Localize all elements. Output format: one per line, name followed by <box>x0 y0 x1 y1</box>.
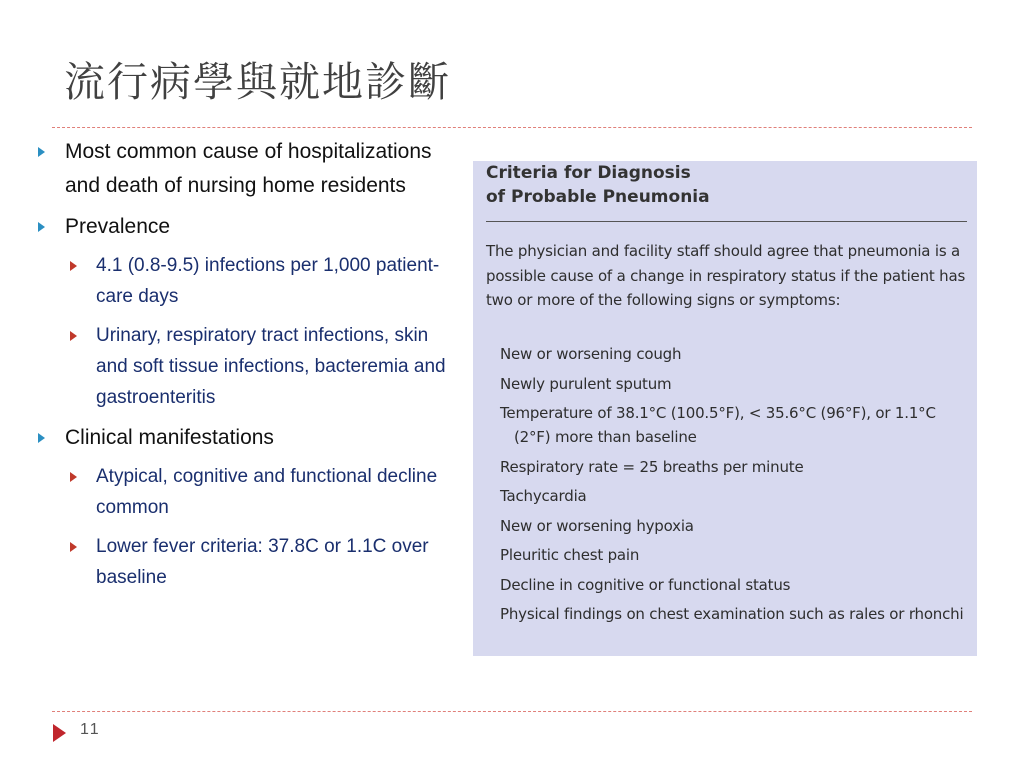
sub-bullet-arrow-icon <box>70 261 77 271</box>
slide-title: 流行病學與就地診斷 <box>64 58 451 106</box>
criteria-item: Temperature of 38.1°C (100.5°F), < 35.6°C (96°F), or 1.1°C (2°F) more than baseline <box>500 404 936 446</box>
sub-bullet-arrow-icon <box>70 542 77 552</box>
criteria-item: Respiratory rate = 25 breaths per minute <box>500 457 804 476</box>
bullet-item <box>36 210 456 413</box>
panel-intro: The physician and facility staff should agree that pneumonia is a possible cause of a change in respiratory status if the patient has two or more of the following signs or symptoms: <box>486 242 966 309</box>
sub-bullet-item <box>65 461 456 523</box>
criteria-item: Decline in cognitive or functional status <box>500 575 791 594</box>
panel-divider <box>486 221 967 222</box>
criteria-list <box>500 342 970 632</box>
panel-title <box>486 161 710 209</box>
sub-bullet-item <box>65 531 456 593</box>
criteria-item: New or worsening cough <box>500 345 682 363</box>
criteria-item: New or worsening hypoxia <box>500 516 694 535</box>
sub-bullet-text: Urinary, respiratory tract infections, skin and soft tissue infections, bacteremia and gastroenteritis <box>96 325 446 408</box>
criteria-item: Newly purulent sputum <box>500 374 672 393</box>
sub-bullet-list <box>65 461 456 593</box>
bullet-text: Clinical manifestations <box>65 426 274 449</box>
criteria-item: Physical findings on chest examination such as rales or rhonchi <box>500 605 964 623</box>
sub-bullet-text: Atypical, cognitive and functional decline common <box>96 466 438 518</box>
sub-bullet-list <box>65 250 456 413</box>
sub-bullet-item <box>65 250 456 312</box>
bullet-item <box>36 421 456 593</box>
footer-divider <box>52 711 972 712</box>
bullet-arrow-icon <box>38 147 45 157</box>
footer-flag-icon <box>53 724 66 742</box>
bullet-item <box>36 135 456 203</box>
sub-bullet-arrow-icon <box>70 472 77 482</box>
page-number: 11 <box>80 721 101 738</box>
panel-title-line: of Probable Pneumonia <box>486 187 710 207</box>
bullet-text: Prevalence <box>65 215 171 238</box>
criteria-item: Pleuritic chest pain <box>500 546 640 564</box>
bullet-arrow-icon <box>38 222 45 232</box>
panel-title-line: Criteria for Diagnosis <box>486 163 691 183</box>
diagnosis-criteria-panel <box>473 161 977 656</box>
sub-bullet-item <box>65 320 456 413</box>
bullet-text: Most common cause of hospitalizations and death of nursing home residents <box>65 140 432 197</box>
bullet-arrow-icon <box>38 433 45 443</box>
criteria-item: Tachycardia <box>500 487 587 505</box>
bullet-list <box>36 135 456 601</box>
sub-bullet-text: Lower fever criteria: 37.8C or 1.1C over baseline <box>96 536 429 588</box>
title-divider <box>52 127 972 128</box>
sub-bullet-text: 4.1 (0.8-9.5) infections per 1,000 patient-care days <box>96 255 440 307</box>
sub-bullet-arrow-icon <box>70 331 77 341</box>
